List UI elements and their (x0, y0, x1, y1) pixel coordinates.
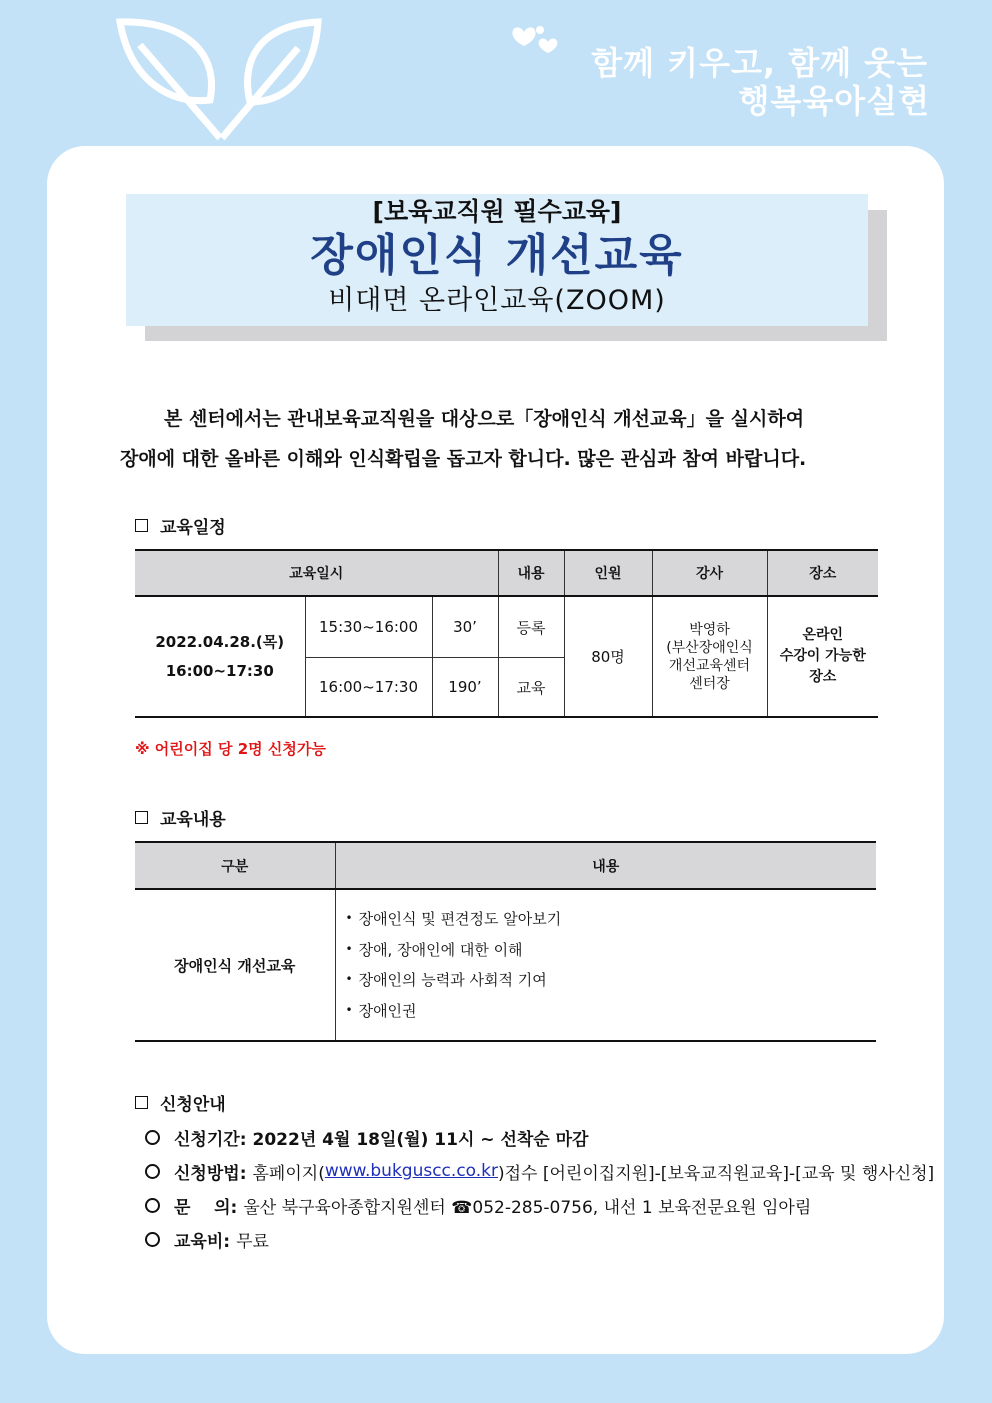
circle-bullet-icon (145, 1198, 160, 1213)
circle-bullet-icon (145, 1164, 160, 1179)
intro-text (120, 399, 920, 479)
header-details: 내용 (335, 842, 876, 889)
apply-method-suffix: )접수 [어린이집지원]-[보육교직원교육]-[교육 및 행사신청] (498, 1163, 935, 1184)
row2-content: 교육 (498, 658, 564, 718)
checkbox-square-icon (135, 519, 148, 532)
apply-period-value: 2022년 4월 18일(월) 11시 ~ 선착순 마감 (252, 1129, 589, 1150)
place-line-1: 온라인 (802, 627, 844, 643)
apply-heading (135, 1090, 226, 1115)
schedule-heading-label: 교육일정 (160, 518, 226, 538)
circle-bullet-icon (145, 1130, 160, 1145)
apply-fee-label: 교육비: (174, 1231, 231, 1252)
list-item: • 장애인식 및 편견정도 알아보기 (346, 904, 877, 935)
content-heading-label: 교육내용 (160, 810, 226, 830)
apply-inquiry-value: 울산 북구육아종합지원센터 ☎052-285-0756, 내선 1 보육전문요원 임아림 (243, 1197, 812, 1218)
row2-time: 16:00~17:30 (305, 658, 432, 718)
header-category: 구분 (135, 842, 335, 889)
row2-duration: 190’ (432, 658, 498, 718)
list-item: • 장애, 장애인에 대한 이해 (346, 935, 877, 966)
people-count: 80명 (564, 596, 652, 717)
instructor-org-1: (부산장애인식 (666, 639, 753, 656)
content-table (135, 841, 876, 1042)
list-item: • 장애인의 능력과 사회적 기여 (346, 965, 877, 996)
page-title: 장애인식 개선교육 (310, 230, 684, 281)
schedule-date: 2022.04.28.(목) (155, 632, 285, 651)
row1-content: 등록 (498, 596, 564, 658)
apply-fee (145, 1222, 934, 1256)
place-line-2: 수강이 가능한 (779, 648, 866, 664)
apply-method-prefix: 홈페이지( (252, 1163, 325, 1184)
intro-line-1: 본 센터에서는 관내보육교직원을 대상으로「장애인식 개선교육」을 실시하여 (164, 408, 805, 430)
apply-method-label: 신청방법: (174, 1163, 247, 1184)
apply-inquiry (145, 1188, 934, 1222)
header-date: 교육일시 (135, 550, 498, 596)
header-place: 장소 (767, 550, 878, 596)
slogan-line-1: 함께 키우고, 함께 웃는 (591, 44, 928, 82)
schedule-time: 16:00~17:30 (165, 661, 274, 680)
circle-bullet-icon (145, 1232, 160, 1247)
schedule-heading (135, 513, 226, 538)
header-content: 내용 (498, 550, 564, 596)
page-subtitle: 비대면 온라인교육(ZOOM) (328, 285, 666, 316)
checkbox-square-icon (135, 811, 148, 824)
place-line-3: 장소 (809, 669, 837, 685)
instructor-org-2: 개선교육센터 (668, 657, 751, 674)
apply-limit-note: ※ 어린이집 당 2명 신청가능 (135, 740, 326, 758)
row1-duration: 30’ (432, 596, 498, 658)
schedule-table (135, 549, 878, 718)
title-category: [보육교직원 필수교육] (372, 197, 622, 226)
apply-method (145, 1154, 934, 1188)
intro-line-2: 장애에 대한 올바른 이해와 인식확립을 돕고자 합니다. 많은 관심과 참여 바랍니다. (120, 448, 807, 470)
instructor-title: 센터장 (689, 675, 730, 692)
content-category: 장애인식 개선교육 (135, 889, 335, 1041)
checkbox-square-icon (135, 1096, 148, 1109)
apply-inquiry-label: 문 의: (174, 1197, 238, 1218)
schedule-date-cell (135, 596, 305, 717)
header-instructor: 강사 (652, 550, 767, 596)
list-item: • 장애인권 (346, 996, 877, 1027)
apply-fee-value: 무료 (236, 1231, 269, 1252)
content-heading (135, 805, 226, 830)
title-box (126, 194, 868, 326)
instructor-name: 박영하 (689, 621, 730, 638)
instructor-cell (652, 596, 767, 717)
slogan-line-2: 행복육아실현 (738, 82, 930, 120)
slogan (591, 44, 928, 120)
homepage-link[interactable]: www.bukguscc.co.kr (324, 1161, 498, 1181)
place-cell (767, 596, 878, 717)
apply-period (145, 1120, 934, 1154)
row1-time: 15:30~16:00 (305, 596, 432, 658)
header-people: 인원 (564, 550, 652, 596)
hearts-icon (510, 22, 560, 67)
apply-info (145, 1120, 934, 1256)
content-list (336, 904, 877, 1026)
content-items-cell (335, 889, 876, 1041)
apply-period-label: 신청기간: (174, 1129, 247, 1150)
apply-heading-label: 신청안내 (160, 1095, 226, 1115)
leaf-decoration-icon (110, 10, 340, 150)
